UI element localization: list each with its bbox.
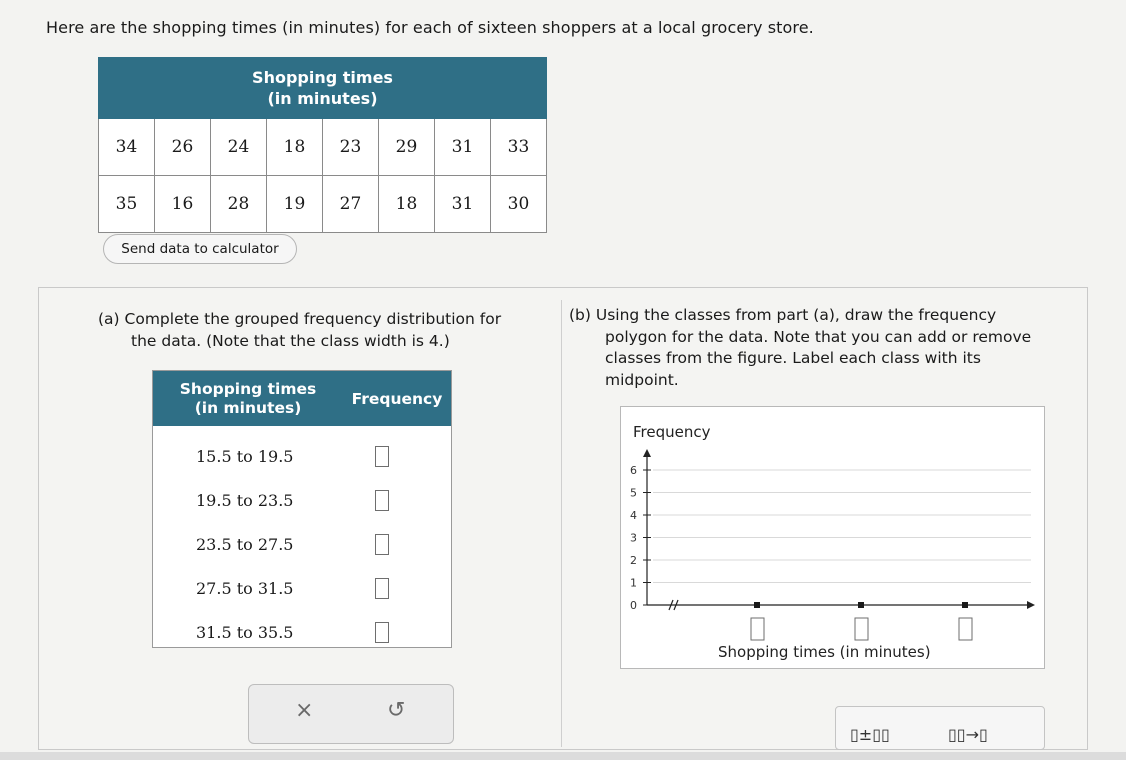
- plot-point[interactable]: [754, 602, 760, 608]
- table-cell: 35: [99, 176, 155, 233]
- y-tick-label: 2: [630, 554, 637, 567]
- plot-point[interactable]: [858, 602, 864, 608]
- class-label: 27.5 to 31.5: [196, 578, 294, 598]
- table-row: [153, 522, 451, 566]
- table-cell: 27: [323, 176, 379, 233]
- midpoint-label-input[interactable]: [751, 618, 764, 640]
- table-cell: 24: [211, 119, 267, 176]
- y-tick-label: 4: [630, 509, 637, 522]
- table-cell: 16: [155, 176, 211, 233]
- table-cell: 18: [267, 119, 323, 176]
- x-axis-arrow: [1027, 601, 1035, 609]
- class-column-header: [153, 380, 343, 418]
- frequency-polygon-graph[interactable]: [620, 406, 1045, 669]
- grid-lines: [653, 470, 1031, 583]
- table-row: [153, 478, 451, 522]
- math-tools-toolbar: [835, 706, 1045, 750]
- part-b-line3: classes from the figure. Label each class with its: [605, 349, 981, 367]
- answer-controls: [248, 684, 454, 744]
- graph-canvas[interactable]: [621, 407, 1046, 670]
- table-row: [99, 119, 547, 176]
- part-b-line1: (b) Using the classes from part (a), draw the frequency: [569, 306, 997, 324]
- table-cell: 30: [491, 176, 547, 233]
- axes: [643, 449, 1035, 610]
- table-cell: 18: [379, 176, 435, 233]
- panel-divider: [561, 300, 562, 747]
- class-label: 23.5 to 27.5: [196, 534, 294, 554]
- table-cell: 23: [323, 119, 379, 176]
- y-tick-labels: [630, 464, 637, 612]
- y-tick-label: 5: [630, 486, 637, 500]
- plot-point[interactable]: [962, 602, 968, 608]
- class-label: 31.5 to 35.5: [196, 622, 294, 642]
- table-row: [153, 434, 451, 478]
- y-axis-label: Frequency: [633, 423, 711, 441]
- frequency-input[interactable]: [375, 490, 389, 511]
- frequency-distribution-table: [152, 370, 452, 648]
- frequency-table-header: [153, 371, 451, 426]
- y-tick-label: 6: [630, 464, 637, 477]
- midpoint-label-input[interactable]: [959, 618, 972, 640]
- frequency-input[interactable]: [375, 534, 389, 555]
- class-header-line1: Shopping times: [179, 379, 317, 398]
- data-table-header-line2: (in minutes): [267, 89, 378, 108]
- table-cell: 31: [435, 176, 491, 233]
- frequency-input[interactable]: [375, 446, 389, 467]
- plus-minus-tool-icon[interactable]: ▯±▯▯: [850, 725, 890, 744]
- x-axis-label: Shopping times (in minutes): [718, 643, 931, 661]
- undo-icon[interactable]: ↺: [387, 698, 406, 723]
- frequency-input[interactable]: [375, 622, 389, 643]
- shopping-times-data-table: [98, 57, 547, 233]
- bottom-strip: [0, 752, 1126, 760]
- frequency-input[interactable]: [375, 578, 389, 599]
- part-a-line1: (a) Complete the grouped frequency distribution for: [98, 310, 502, 328]
- problem-intro: Here are the shopping times (in minutes) for each of sixteen shoppers at a local grocery store.: [46, 18, 814, 37]
- table-cell: 33: [491, 119, 547, 176]
- table-cell: 29: [379, 119, 435, 176]
- arrow-tool-icon[interactable]: ▯▯→▯: [948, 725, 988, 744]
- class-label: 19.5 to 23.5: [196, 490, 294, 510]
- y-axis-arrow: [643, 449, 651, 457]
- frequency-column-header: Frequency: [351, 389, 443, 408]
- send-data-to-calculator-button[interactable]: Send data to calculator: [103, 234, 297, 264]
- y-tick-label: 3: [630, 531, 637, 545]
- table-cell: 28: [211, 176, 267, 233]
- part-b-line2: polygon for the data. Note that you can add or remove: [605, 327, 1032, 346]
- table-cell: 26: [155, 119, 211, 176]
- part-a-line2: the data. (Note that the class width is 4.): [131, 332, 450, 350]
- part-a-instructions: [98, 308, 538, 352]
- class-header-line2: (in minutes): [194, 398, 302, 417]
- data-table-header: [99, 58, 547, 119]
- y-tick-label: 1: [630, 576, 637, 590]
- class-label: 15.5 to 19.5: [196, 446, 294, 466]
- table-row: [153, 566, 451, 610]
- data-table-header-line1: Shopping times: [252, 68, 393, 87]
- plot-points[interactable]: [751, 602, 972, 640]
- part-b-line4: midpoint.: [605, 370, 679, 389]
- table-row: [153, 610, 451, 654]
- table-cell: 34: [99, 119, 155, 176]
- part-b-instructions: [569, 305, 1069, 391]
- table-cell: 31: [435, 119, 491, 176]
- midpoint-label-input[interactable]: [855, 618, 868, 640]
- table-cell: 19: [267, 176, 323, 233]
- close-icon[interactable]: ×: [295, 698, 314, 723]
- y-tick-label: 0: [630, 599, 637, 612]
- table-row: [99, 176, 547, 233]
